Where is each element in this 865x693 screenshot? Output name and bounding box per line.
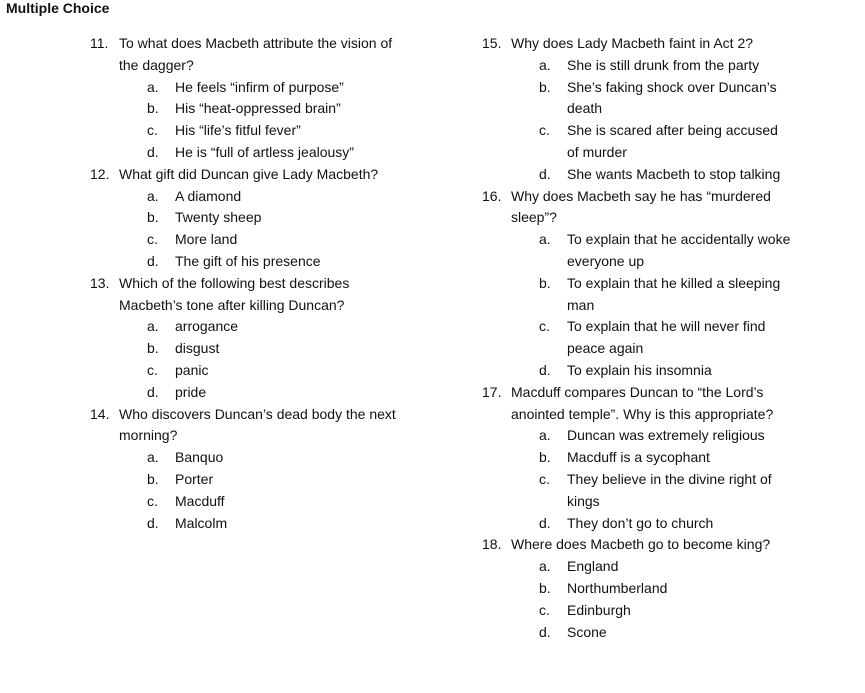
option-letter: a. [147, 78, 159, 95]
option-a[interactable] [482, 425, 812, 447]
option-letter: c. [539, 318, 550, 335]
question-stem [90, 404, 410, 448]
option-text: He feels “infirm of purpose” [175, 78, 344, 95]
option-letter: d. [539, 165, 551, 182]
option-a[interactable] [90, 316, 410, 338]
option-text: disgust [175, 340, 220, 357]
option-a[interactable] [482, 229, 812, 273]
option-text: They don’t go to church [567, 514, 714, 531]
option-a[interactable] [90, 77, 410, 99]
option-letter: c. [147, 361, 158, 378]
question-13 [90, 273, 410, 404]
option-text: Macduff [175, 492, 225, 509]
option-letter: b. [539, 449, 551, 466]
question-number: 16. [482, 187, 502, 204]
option-text: Duncan was extremely religious [567, 427, 765, 444]
question-11 [90, 33, 410, 164]
question-number: 18. [482, 536, 502, 553]
option-text: More land [175, 231, 238, 248]
question-stem [90, 273, 410, 317]
option-b[interactable] [90, 207, 410, 229]
option-letter: a. [147, 449, 159, 466]
option-d[interactable] [482, 360, 812, 382]
option-d[interactable] [90, 382, 410, 404]
option-b[interactable] [482, 578, 812, 600]
option-letter: a. [539, 558, 551, 575]
option-c[interactable] [90, 360, 410, 382]
right-column [482, 33, 812, 643]
option-letter: d. [539, 514, 551, 531]
option-letter: b. [539, 579, 551, 596]
option-text: To explain that he killed a sleeping man [567, 274, 781, 313]
option-letter: d. [147, 383, 159, 400]
option-letter: d. [539, 623, 551, 640]
option-letter: b. [147, 209, 159, 226]
section-title: Multiple Choice [6, 0, 110, 16]
option-text: England [567, 558, 619, 575]
option-letter: d. [539, 361, 551, 378]
question-14 [90, 404, 410, 535]
option-letter: d. [147, 143, 159, 160]
option-text: She wants Macbeth to stop talking [567, 165, 781, 182]
question-text: Why does Lady Macbeth faint in Act 2? [511, 35, 754, 51]
question-stem [90, 164, 410, 186]
option-text: Banquo [175, 449, 224, 466]
question-text: To what does Macbeth attribute the vision of the dagger? [119, 35, 393, 73]
option-b[interactable] [482, 273, 812, 317]
question-text: Why does Macbeth say he has “murdered sleep”? [511, 187, 771, 226]
question-17 [482, 382, 812, 535]
question-number: 11. [90, 35, 109, 51]
left-column [90, 33, 410, 534]
option-d[interactable] [482, 164, 812, 186]
option-letter: c. [147, 492, 158, 509]
question-number: 14. [90, 405, 110, 422]
option-letter: b. [147, 470, 159, 487]
option-d[interactable] [482, 622, 812, 644]
option-a[interactable] [90, 186, 410, 208]
option-a[interactable] [482, 55, 812, 77]
option-text: Malcolm [175, 514, 228, 531]
question-text: Which of the following best describes Macbeth’s tone after killing Duncan? [119, 274, 350, 313]
option-letter: b. [147, 100, 159, 117]
option-letter: c. [539, 601, 550, 618]
option-d[interactable] [90, 142, 410, 164]
option-c[interactable] [90, 120, 410, 142]
question-12 [90, 164, 410, 273]
question-text: What gift did Duncan give Lady Macbeth? [119, 165, 379, 182]
question-16 [482, 186, 812, 382]
option-b[interactable] [90, 469, 410, 491]
question-text: Where does Macbeth go to become king? [511, 536, 771, 553]
option-a[interactable] [90, 447, 410, 469]
question-stem [482, 33, 812, 55]
option-b[interactable] [90, 338, 410, 360]
question-number: 13. [90, 274, 110, 291]
option-text: Porter [175, 470, 214, 487]
option-letter: c. [147, 122, 158, 139]
question-stem [482, 382, 812, 426]
option-text: Twenty sheep [175, 209, 262, 226]
option-text: His “heat-oppressed brain” [175, 100, 341, 117]
option-text: panic [175, 361, 209, 378]
option-letter: c. [147, 231, 158, 248]
option-c[interactable] [90, 229, 410, 251]
option-c[interactable] [482, 316, 812, 360]
option-text: The gift of his presence [175, 252, 321, 269]
option-b[interactable] [482, 77, 812, 121]
option-letter: c. [539, 122, 550, 139]
option-text: Macduff is a sycophant [567, 449, 710, 466]
option-text: Scone [567, 623, 607, 640]
option-letter: d. [147, 514, 159, 531]
option-letter: c. [539, 470, 550, 487]
option-c[interactable] [90, 491, 410, 513]
option-text: Edinburgh [567, 601, 631, 618]
option-text: To explain that he accidentally woke everyone up [567, 231, 791, 269]
option-text: She is still drunk from the party [567, 56, 760, 73]
option-letter: a. [539, 427, 551, 444]
question-stem [90, 33, 410, 77]
option-d[interactable] [90, 513, 410, 535]
question-number: 17. [482, 383, 502, 400]
option-letter: a. [147, 187, 159, 204]
option-text: She is scared after being accused of murder [567, 122, 778, 160]
question-number: 12. [90, 165, 110, 182]
option-d[interactable] [482, 513, 812, 535]
option-c[interactable] [482, 600, 812, 622]
option-text: He is “full of artless jealousy” [175, 143, 354, 160]
option-c[interactable] [482, 469, 812, 513]
question-15 [482, 33, 812, 186]
question-stem [482, 534, 812, 556]
option-letter: b. [539, 78, 551, 95]
option-letter: a. [147, 318, 159, 335]
question-text: Who discovers Duncan’s dead body the next morning? [119, 405, 396, 444]
option-letter: b. [147, 340, 159, 357]
option-text: They believe in the divine right of kings [567, 470, 772, 509]
option-letter: a. [539, 231, 551, 248]
option-text: A diamond [175, 187, 242, 204]
option-letter: d. [147, 252, 159, 269]
option-text: To explain his insomnia [567, 361, 712, 378]
option-letter: b. [539, 274, 551, 291]
option-d[interactable] [90, 251, 410, 273]
option-letter: a. [539, 56, 551, 73]
option-text: His “life’s fitful fever” [175, 122, 301, 139]
option-text: pride [175, 383, 207, 400]
option-text: She’s faking shock over Duncan’s death [567, 78, 777, 117]
question-number: 15. [482, 35, 502, 51]
question-stem [482, 186, 812, 230]
question-18 [482, 534, 812, 643]
option-b[interactable] [90, 98, 410, 120]
option-text: arrogance [175, 318, 239, 335]
option-c[interactable] [482, 120, 812, 164]
option-a[interactable] [482, 556, 812, 578]
question-text: Macduff compares Duncan to “the Lord’s anointed temple”. Why is this appropriate? [511, 383, 774, 422]
option-text: Northumberland [567, 579, 668, 596]
option-text: To explain that he will never find peace again [567, 318, 766, 357]
option-b[interactable] [482, 447, 812, 469]
